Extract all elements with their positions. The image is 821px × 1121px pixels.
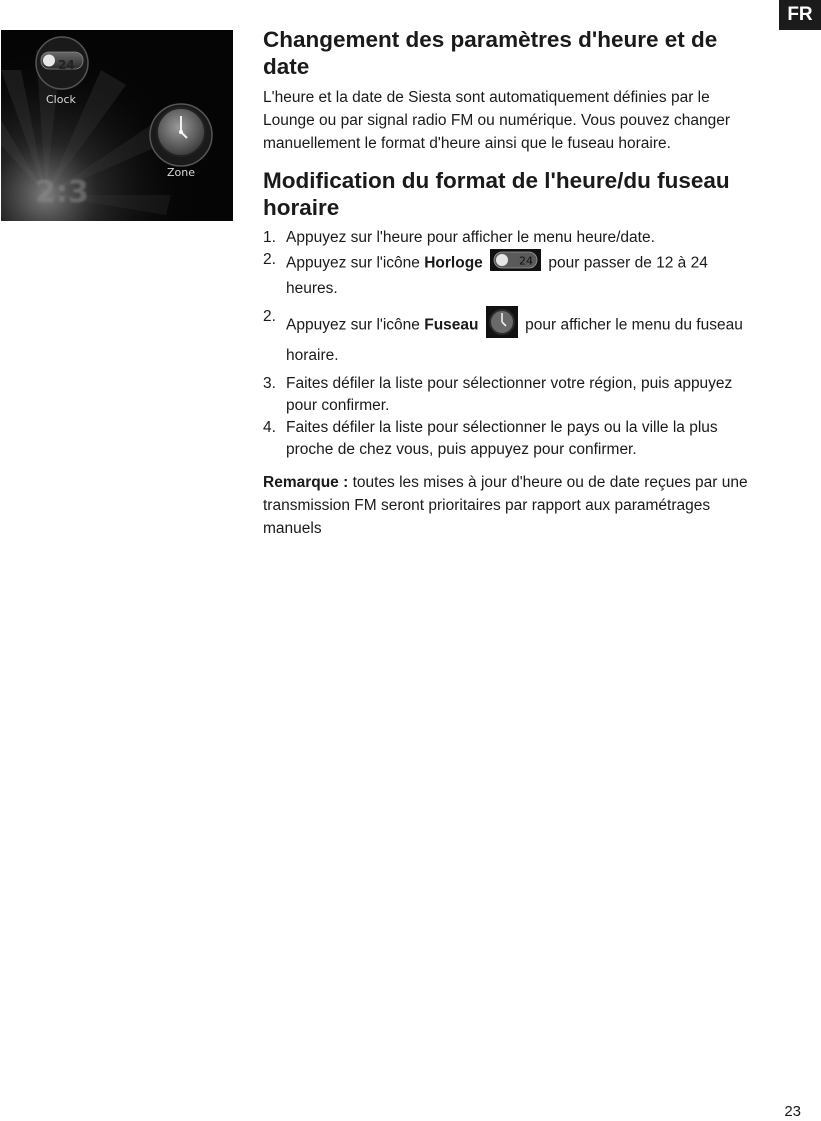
- list-item: 4. Faites défiler la liste pour sélectionner le pays ou la ville la plus proche de chez vous, puis appuyez pour confirmer.: [263, 419, 718, 458]
- section-intro: L'heure et la date de Siesta sont automatiquement définies par le Lounge ou par signal radio FM ou numérique. Vous pouvez changer manuellement le format d'heure ainsi que le fuseau horaire.: [263, 89, 731, 152]
- main-content: [263, 26, 763, 540]
- clock-toggle-value: 24: [58, 58, 75, 72]
- zone-label: Zone: [167, 166, 196, 179]
- list-item: 2. Appuyez sur l'icône Horloge 24 pour passer de 12 à 24 heures.: [263, 251, 708, 297]
- list-item: 3. Faites défiler la liste pour sélectionner votre région, puis appuyez pour confirmer.: [263, 375, 733, 414]
- steps-list: [263, 227, 763, 461]
- clock-label: Clock: [46, 93, 76, 106]
- list-item: 2. Appuyez sur l'icône Fuseau pour afficher le menu du fuseau horaire.: [263, 308, 743, 364]
- time-display: 2:3: [35, 175, 89, 210]
- clock-toggle-icon: [490, 249, 541, 278]
- note-label: Remarque :: [263, 474, 349, 491]
- device-screen-image: [1, 30, 233, 221]
- page-number: 23: [784, 1103, 801, 1120]
- clock-icon-label: 24: [519, 254, 534, 268]
- list-item: 1. Appuyez sur l'heure pour afficher le menu heure/date.: [263, 229, 655, 246]
- language-tab: FR: [779, 0, 821, 30]
- section-title-format: Modification du format de l'heure/du fuseau horaire: [263, 168, 730, 220]
- note-paragraph: Remarque : toutes les mises à jour d'heure ou de date reçues par une transmission FM seront prioritaires par rapport aux paramétrages manuels: [263, 474, 748, 537]
- zone-clock-icon: [486, 306, 518, 345]
- section-title-date-time: Changement des paramètres d'heure et de date: [263, 27, 718, 79]
